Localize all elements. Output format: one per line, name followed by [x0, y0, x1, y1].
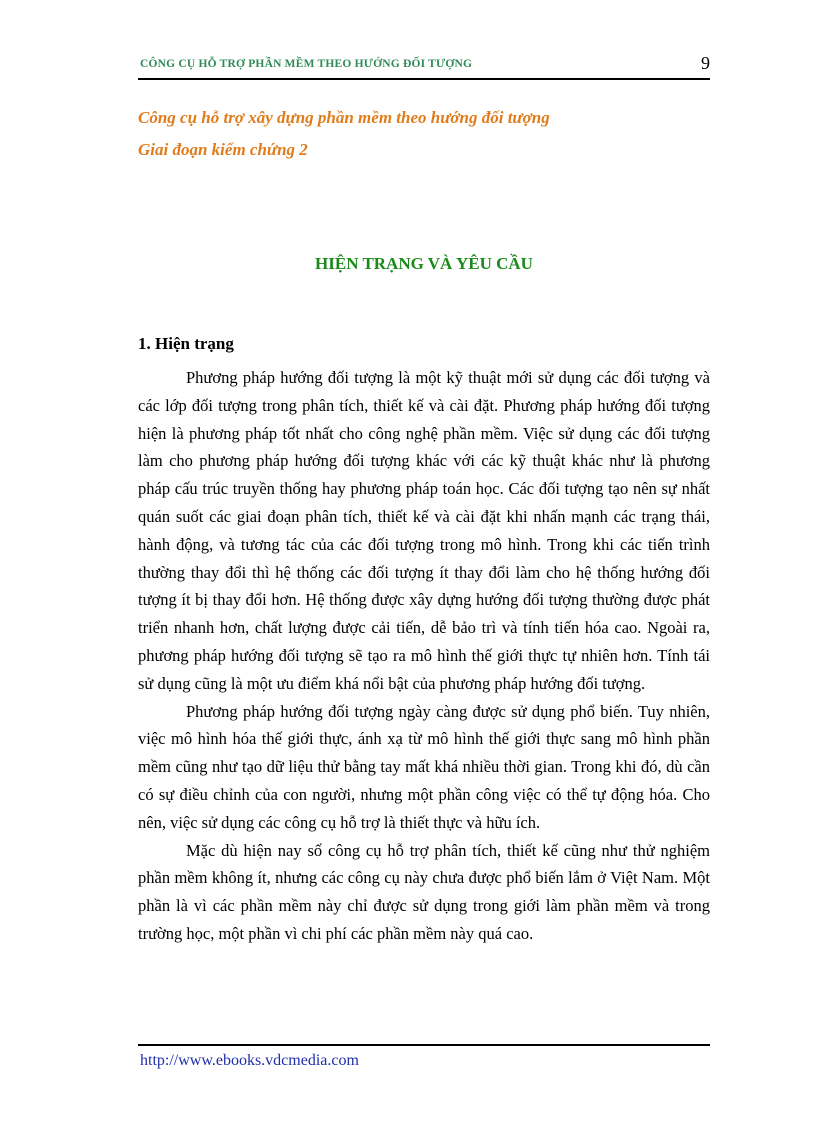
document-subtitle-2: Giai đoạn kiểm chứng 2 — [138, 140, 308, 159]
document-subtitle-1: Công cụ hỗ trợ xây dựng phần mềm theo hướng đối tượng — [138, 108, 550, 127]
paragraph-3: Mặc dù hiện nay số công cụ hỗ trợ phân tích, thiết kế cũng như thử nghiệm phần mềm không ít, nhưng các công cụ này chưa được phổ biến lắm ở Việt Nam. Một phần là vì các phần mềm này chỉ được sử dụng trong giới làm phần mềm và trong trường học, một phần vì chi phí các phần mềm này quá cao. — [138, 840, 710, 943]
header-divider — [138, 78, 710, 80]
body-text — [138, 364, 710, 948]
paragraph-1: Phương pháp hướng đối tượng là một kỹ thuật mới sử dụng các đối tượng và các lớp đối tượng trong phân tích, thiết kế và cài đặt. Phương pháp hướng đối tượng hiện là phương pháp tốt nhất cho công nghệ phần mềm. Việc sử dụng các đối tượng làm cho phương pháp hướng đối tượng khác với các kỹ thuật khác như là phương pháp cấu trúc truyền thống hay phương pháp toán học. Các đối tượng tạo nên sự nhất quán suốt các giai đoạn phân tích, thiết kế và cài đặt khi nhấn mạnh các trạng thái, hành động, và tương tác của các đối tượng trong mô hình. Trong khi các tiến trình thường thay đổi thì hệ thống các đối tượng ít thay đổi làm cho hệ thống hướng đối tượng ít bị thay đổi hơn. Hệ thống được xây dựng hướng đối tượng thường được phát triển nhanh hơn, chất lượng được cải tiến, dễ bảo trì và tính tiến hóa cao. Ngoài ra, phương pháp hướng đối tượng sẽ tạo ra mô hình thế giới thực tự nhiên hơn. Tính tái sử dụng cũng là một ưu điểm khá nổi bật của phương pháp hướng đối tượng. — [138, 368, 710, 693]
section-heading: HIỆN TRẠNG VÀ YÊU CẦU — [315, 254, 533, 273]
running-header-title: CÔNG CỤ HỖ TRỢ PHẦN MỀM THEO HƯỚNG ĐỐI TƯỢNG — [140, 58, 473, 70]
paragraph-2: Phương pháp hướng đối tượng ngày càng được sử dụng phổ biến. Tuy nhiên, việc mô hình hóa thế giới thực, ánh xạ từ mô hình thế giới thực sang mô hình phần mềm cũng như tạo dữ liệu thử bằng tay mất khá nhiều thời gian. Trong khi đó, dù cần có sự điều chỉnh của con người, nhưng một phần công việc có thể tự động hóa. Cho nên, việc sử dụng các công cụ hỗ trợ là thiết thực và hữu ích. — [138, 701, 710, 832]
subsection-heading: 1. Hiện trạng — [138, 334, 234, 353]
footer-divider — [138, 1044, 710, 1046]
page-number: 9 — [701, 53, 710, 73]
footer-link[interactable]: http://www.ebooks.vdcmedia.com — [140, 1052, 359, 1069]
